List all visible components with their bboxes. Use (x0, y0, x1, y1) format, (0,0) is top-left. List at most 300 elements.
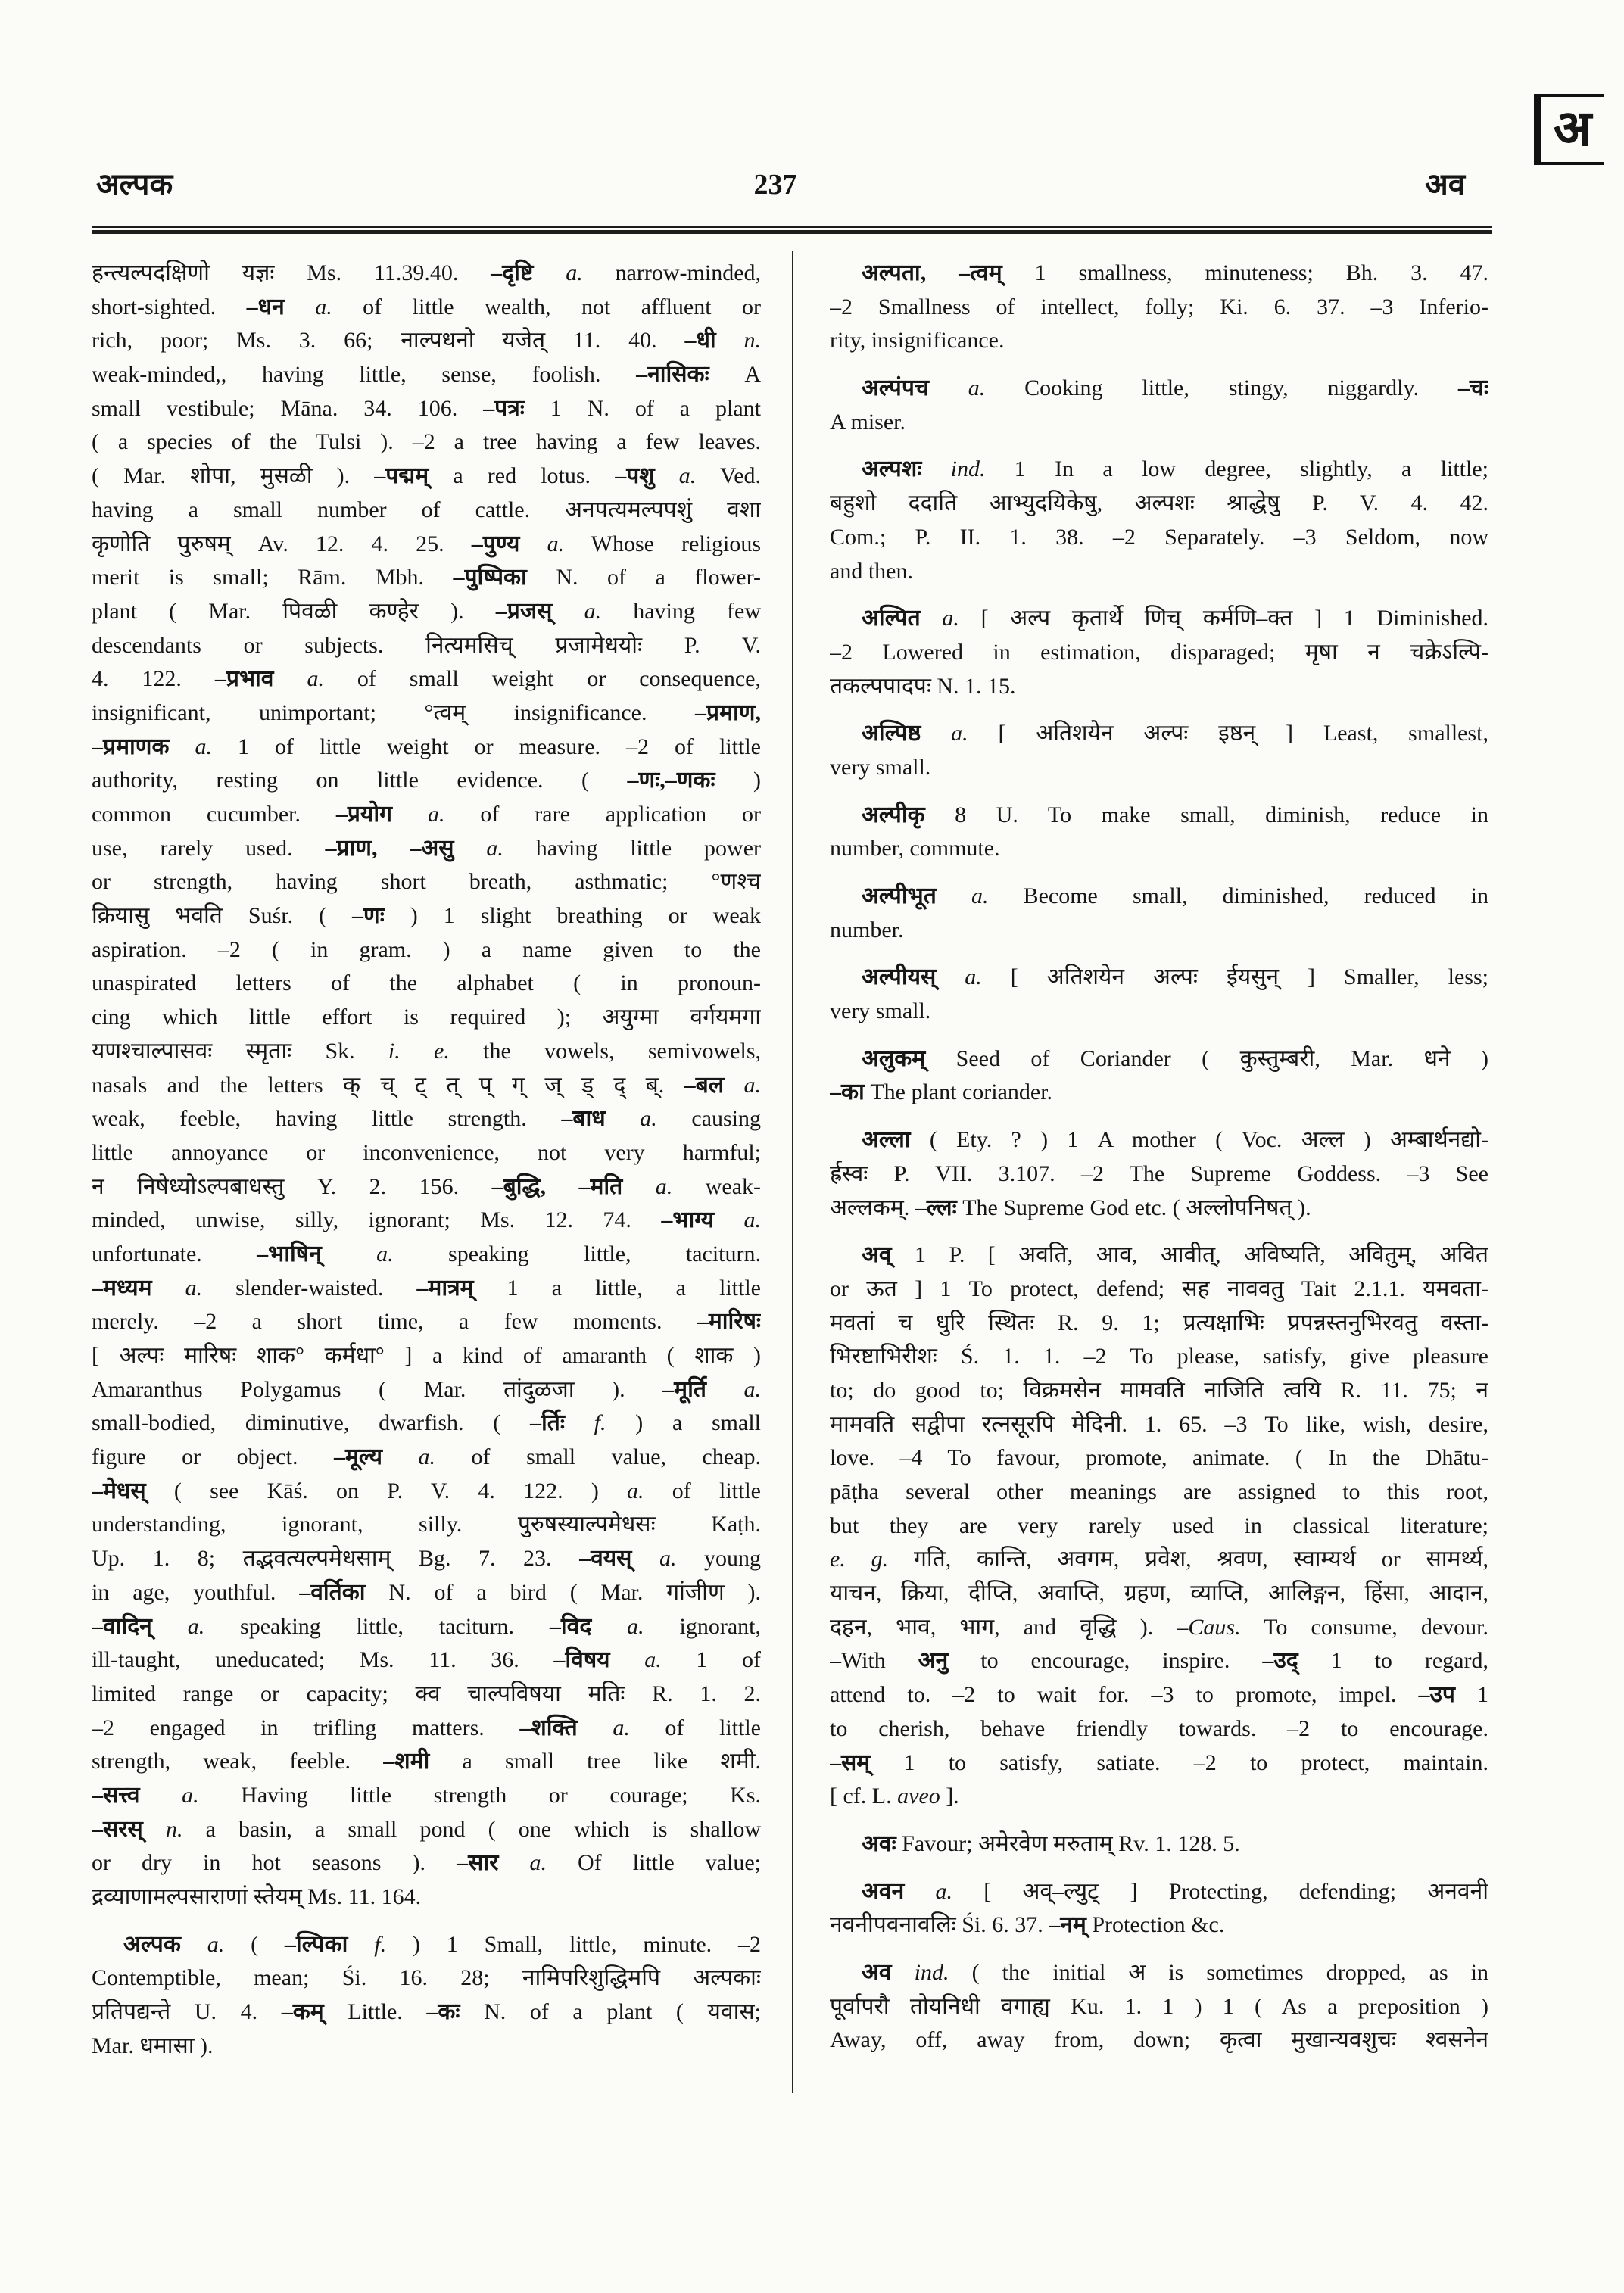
text-run: [ अल्प कृतार्थे णिच् कर्मणि–क्त ] 1 Diminished. (959, 606, 1488, 631)
text-run: nasals and the letters क् च् ट् त् प् ग् ज् ड् द् ब्. (92, 1072, 684, 1098)
text-line (92, 392, 761, 426)
text-run: a basin, a small pond ( one which is shallow (182, 1816, 761, 1842)
headword: –धन (246, 294, 285, 319)
grammar-abbreviation: e. g. (830, 1547, 889, 1572)
text-run: Cooking little, stingy, niggardly. (985, 375, 1458, 401)
text-run: to; do good to; विक्रमसेन मामवति नाजिति त्वयि R. 11. 75; न (830, 1377, 1488, 1403)
text-run (716, 328, 744, 353)
text-line (830, 1577, 1488, 1611)
grammar-abbreviation: a. (207, 1931, 225, 1957)
text-run: Seed of Coriander ( कुस्तुम्बरी, Mar. धने ) (925, 1045, 1488, 1071)
headword: –पत्रः (483, 395, 525, 421)
text-line (830, 372, 1488, 406)
text-run: merely. –2 a short time, a few moments. (92, 1309, 697, 1335)
text-run: Of little value; (546, 1850, 761, 1876)
headword: –शमी (383, 1749, 430, 1774)
header-rule (92, 226, 1492, 234)
text-run: 1 of (661, 1647, 761, 1673)
text-run (565, 1410, 594, 1435)
text-run: द्रव्याणामल्पसाराणां स्तेयम् Ms. 11. 164. (92, 1884, 422, 1909)
text-line (92, 967, 761, 1001)
headword: अल्पीकृ (862, 802, 925, 827)
thumb-index-tab: अ (1534, 94, 1604, 165)
text-line (830, 324, 1488, 358)
text-run (498, 1850, 529, 1875)
text-run: नवनीपवनावलिः Śi. 6. 37. (830, 1912, 1049, 1938)
text-run: [ अतिशयेन अल्पः ईयसुन् ] Smaller, less; (981, 964, 1488, 990)
headword: –कः (426, 1999, 460, 2025)
text-run: मामवति सद्वीपा रत्नसूरपि मेदिनी. 1. 65. –3 To like, wish, desire, (830, 1411, 1488, 1437)
text-run: pāṭha several other meanings are assigned to this root, (830, 1479, 1488, 1504)
headword: –णः,–णकः (627, 768, 715, 793)
grammar-abbreviation: a. (968, 375, 986, 401)
grammar-abbreviation: f. (594, 1410, 606, 1436)
text-run (610, 1647, 645, 1672)
text-run: 8 U. To make small, diminish, reduce in (924, 802, 1488, 827)
text-run: descendants or subjects. नित्यमसिच् प्रजामेधयोः P. V. (92, 632, 761, 658)
headword: –वयस् (579, 1546, 632, 1572)
text-run: क्रियासु भवति Suśr. ( (92, 903, 353, 929)
text-run: and then. (830, 558, 913, 584)
text-run: plant ( Mar. पिवळी कण्हेर ). (92, 598, 496, 624)
text-line (92, 1407, 761, 1441)
text-run: Favour; अमेरवेण मरुताम् Rv. 1. 128. 5. (896, 1830, 1240, 1856)
text-line (92, 425, 761, 460)
text-run: a small tree like शमी. (429, 1749, 761, 1774)
dictionary-entry (830, 602, 1488, 703)
text-line (830, 1908, 1488, 1943)
text-line (830, 1441, 1488, 1475)
text-run: याचन, क्रिया, दीप्ति, अवाप्ति, ग्रहण, व्याप्ति, आलिङ्गन, हिंसा, आदान, (830, 1581, 1488, 1606)
text-line (830, 1644, 1488, 1678)
grammar-abbreviation: ind. (914, 1959, 949, 1985)
text-run: Contemptible, mean; Śi. 16. 28; नामिपरिशुद्धिमपि अल्पकाः (92, 1965, 761, 1991)
headword: अल्पीयस् (862, 964, 937, 990)
text-run: rity, insignificance. (830, 328, 1005, 354)
text-line (92, 1995, 761, 2030)
text-run: weak, feeble, having little strength. (92, 1106, 562, 1132)
text-run (714, 1207, 743, 1232)
headword: अल्पक (123, 1931, 181, 1957)
text-line (92, 1542, 761, 1576)
text-run (655, 463, 679, 488)
text-line (92, 1712, 761, 1746)
text-run: यणश्चाल्पासवः स्मृताः Sk. (92, 1038, 388, 1064)
text-run: little annoyance or inconvenience, not very harmful; (92, 1139, 761, 1165)
text-run: N. of a flower- (526, 565, 761, 590)
grammar-abbreviation: a. (315, 294, 332, 319)
grammar-abbreviation: a. (743, 1207, 761, 1233)
text-run: ignorant, (644, 1613, 761, 1639)
text-run: of little (644, 1478, 761, 1503)
text-run (382, 1444, 419, 1469)
text-line (830, 1875, 1488, 1909)
text-line (92, 1069, 761, 1103)
text-run: ( (224, 1931, 285, 1957)
text-run: very small. (830, 999, 931, 1024)
headword: –पुण्य (471, 531, 520, 556)
text-run (929, 375, 968, 400)
text-run (578, 1715, 613, 1740)
text-run: common cucumber. (92, 802, 336, 827)
text-run (152, 1614, 188, 1639)
text-run (904, 1879, 935, 1904)
text-run: small-bodied, diminutive, dwarfish. ( (92, 1410, 530, 1436)
text-run (143, 1817, 166, 1842)
headword: –पुष्पिका (453, 565, 527, 590)
text-run: figure or object. (92, 1444, 334, 1470)
text-run: insignificant, unimportant; °त्वम् insignificance. (92, 699, 696, 725)
text-line (830, 1157, 1488, 1192)
text-run: in age, youthful. (92, 1579, 300, 1605)
grammar-abbreviation: a. (640, 1106, 657, 1132)
headword: अल्पंपच (862, 375, 929, 401)
text-run (937, 883, 971, 908)
text-line (92, 494, 761, 528)
text-line (92, 1373, 761, 1407)
dictionary-entry (92, 257, 761, 1914)
text-run: [ अतिशयेन अल्पः इष्ठन् ] Least, smallest, (968, 721, 1488, 746)
headword: –का (830, 1080, 865, 1105)
grammar-abbreviation: a. (935, 1878, 952, 1904)
text-run (706, 1377, 744, 1402)
page-number: 237 (753, 169, 797, 201)
text-run (454, 836, 487, 861)
headword: अल्ला (862, 1127, 911, 1153)
text-line (92, 1610, 761, 1644)
text-line (830, 521, 1488, 555)
text-run: the vowels, semivowels, (449, 1038, 761, 1064)
dictionary-entry (830, 799, 1488, 866)
text-line (92, 1136, 761, 1170)
grammar-abbreviation: a. (529, 1850, 547, 1876)
text-run: Away, off, away from, down; कृत्वा मुखान्यवशुचः श्वसनेन (830, 2027, 1488, 2053)
text-run: of little (629, 1715, 761, 1740)
grammar-abbreviation: a. (613, 1715, 630, 1740)
text-line (92, 1880, 761, 1914)
headword: –बाध (561, 1106, 606, 1132)
text-line (830, 717, 1488, 751)
text-line (92, 1928, 761, 1962)
text-run: to encourage, inspire. (948, 1648, 1263, 1674)
text-line (92, 629, 761, 663)
headword: अनु (918, 1648, 949, 1674)
text-run: understanding, ignorant, silly. पुरुषस्याल्पमेधसः Kaṭh. (92, 1512, 761, 1537)
text-run (724, 1073, 743, 1098)
text-run: slender-waisted. (202, 1275, 417, 1301)
grammar-abbreviation: a. (307, 666, 324, 692)
headword: –मध्यम (92, 1275, 152, 1301)
dictionary-entry (92, 1928, 761, 2064)
text-run: ) a small (606, 1410, 761, 1436)
text-run: प्रतिपद्यन्ते U. 4. (92, 1999, 282, 2025)
headword: –वादिन् (92, 1613, 152, 1639)
text-line (830, 555, 1488, 589)
headword: –मारिषः (697, 1309, 761, 1335)
text-run: 1 P. [ अवति, आव, आवीत्, अविष्यति, अवितुम्, अवित (891, 1242, 1488, 1268)
text-run: पूर्वापरौ तोयनिधी वगाह्य Ku. 1. 1 ) 1 ( As a preposition ) (830, 1993, 1488, 2019)
text-run (921, 721, 951, 746)
text-run: of small weight or consequence, (323, 666, 761, 692)
headword: –सत्त्व (92, 1782, 140, 1808)
text-run: minded, unwise, silly, ignorant; Ms. 12. 74. (92, 1207, 662, 1233)
text-line (92, 324, 761, 358)
text-run (285, 294, 315, 319)
text-run: small vestibule; Māna. 34. 106. (92, 395, 484, 421)
text-line (830, 636, 1488, 670)
headword: –मात्रम् (416, 1275, 474, 1301)
text-run: A miser. (830, 409, 906, 435)
text-line (92, 1305, 761, 1339)
grammar-abbreviation: a. (655, 1173, 673, 1199)
text-run: ( Ety. ? ) 1 A mother ( Voc. अल्ल ) अम्बार्थनद्यो- (910, 1127, 1488, 1153)
text-line (830, 1192, 1488, 1226)
grammar-abbreviation: a. (566, 260, 583, 285)
text-run: merit is small; Rām. Mbh. (92, 565, 454, 590)
text-line (830, 961, 1488, 995)
grammar-abbreviation: ind. (950, 456, 986, 482)
dictionary-entry (830, 1042, 1488, 1110)
text-run: ]. (940, 1784, 959, 1809)
dictionary-entry (830, 1875, 1488, 1943)
headword: –पशु (615, 463, 655, 489)
text-line (92, 1170, 761, 1204)
text-line (92, 1204, 761, 1238)
text-run (622, 1174, 655, 1199)
text-line (92, 1576, 761, 1610)
headword: –बुद्धि, –मति (491, 1173, 623, 1199)
headword: –पद्मम् (374, 463, 429, 489)
text-run: Mar. धमासा ). (92, 2033, 214, 2058)
dictionary-entry (830, 1123, 1488, 1225)
text-line (830, 1408, 1488, 1442)
headword: –प्राण, –असु (325, 835, 454, 861)
text-line (830, 1746, 1488, 1781)
text-run: [ अव्–ल्युट् ] Protecting, defending; अनवनी (952, 1878, 1488, 1904)
text-line (92, 1779, 761, 1813)
text-line (92, 2030, 761, 2064)
grammar-abbreviation: a. (942, 606, 959, 631)
headword: –वर्तिका (299, 1579, 366, 1605)
left-column (92, 257, 761, 2063)
text-run: number, commute. (830, 836, 1000, 861)
text-run: Become small, diminished, reduced in (988, 883, 1488, 908)
text-run: causing (656, 1106, 761, 1132)
text-line (830, 1475, 1488, 1509)
text-line (830, 291, 1488, 325)
text-run: having a small number of cattle. अनपत्यमल्पपशुं वशा (92, 497, 761, 522)
text-run: or ऊत ] 1 To protect, defend; सह नाववतु Tait 2.1.1. यमवता- (830, 1276, 1488, 1301)
text-run (936, 964, 965, 989)
text-run: Having little strength or courage; Ks. (198, 1782, 761, 1808)
grammar-abbreviation: a. (584, 598, 602, 624)
text-line (830, 406, 1488, 440)
dictionary-entry (830, 372, 1488, 439)
dictionary-entry (830, 1238, 1488, 1814)
text-line (92, 1102, 761, 1136)
grammar-abbreviation: a. (743, 1376, 761, 1402)
grammar-abbreviation: i. e. (388, 1038, 450, 1064)
headword: अल्पित (862, 606, 921, 631)
text-line (830, 1509, 1488, 1544)
dictionary-entry (830, 257, 1488, 358)
text-line (92, 1339, 761, 1373)
dictionary-entry (830, 453, 1488, 588)
text-run: Ved. (696, 463, 761, 489)
grammar-abbreviation: a. (547, 531, 565, 556)
text-line (92, 291, 761, 325)
text-line (830, 1042, 1488, 1076)
text-run: N. of a plant ( यवास; (460, 1999, 761, 2025)
headword: –बल (684, 1072, 725, 1098)
headword: अव (862, 1959, 892, 1985)
headword: –कम् (281, 1999, 324, 2025)
text-run: speaking little, taciturn. (204, 1613, 550, 1639)
text-line (830, 1543, 1488, 1577)
text-run: short-sighted. (92, 294, 247, 319)
headword: –भाषिन् (257, 1241, 322, 1266)
text-run: 4. 122. (92, 666, 215, 692)
text-run: –With (830, 1648, 918, 1674)
text-run: or strength, having short breath, asthmatic; °णश्च (92, 869, 761, 895)
text-run: weak- (672, 1173, 761, 1199)
text-line (92, 1272, 761, 1306)
text-line (830, 602, 1488, 636)
text-line (830, 995, 1488, 1029)
grammar-abbreviation: a. (659, 1546, 677, 1572)
headword: –भाग्य (661, 1207, 715, 1233)
text-line (830, 670, 1488, 704)
text-run: narrow-minded, (582, 260, 761, 285)
headword: अल्पशः (862, 456, 922, 482)
text-run: weak-minded,, having little, sense, foolish. (92, 362, 637, 388)
text-line (92, 257, 761, 291)
text-run: unaspirated letters of the alphabet ( in pronoun- (92, 970, 761, 996)
text-run: 1 to regard, (1298, 1648, 1488, 1674)
headword: अवः (862, 1830, 896, 1856)
text-line (830, 751, 1488, 785)
text-line (92, 460, 761, 494)
text-run: having few (601, 598, 761, 624)
text-run (533, 260, 566, 285)
text-run: young (676, 1546, 761, 1572)
headword: –मेधस् (92, 1478, 146, 1503)
grammar-abbreviation: a. (678, 463, 697, 489)
text-line (830, 1712, 1488, 1746)
text-line (92, 662, 761, 696)
text-run: rich, poor; Ms. 3. 66; नाल्पधनो यजेत् 11. 40. (92, 328, 685, 354)
text-run (631, 1546, 659, 1571)
grammar-abbreviation: a. (427, 802, 445, 827)
text-run: of little wealth, not affluent or (332, 294, 761, 319)
text-run: –2 Smallness of intellect, folly; Ki. 6. 37. –3 Inferio- (830, 294, 1488, 319)
text-line (92, 528, 761, 562)
grammar-abbreviation: f. (374, 1931, 387, 1957)
text-run: The Supreme God etc. ( अल्लोपनिषत् ). (956, 1195, 1311, 1220)
text-line (92, 1238, 761, 1272)
text-run: [ अल्पः मारिषः शाक° कर्मधा° ] a kind of amaranth ( शाक ) (92, 1343, 761, 1368)
text-line (92, 1508, 761, 1542)
text-run (170, 734, 195, 759)
text-line (830, 1678, 1488, 1712)
left-guide-word: अल्पक (96, 167, 173, 201)
text-line (830, 1307, 1488, 1341)
text-run: मवतां च धुरि स्थितः R. 9. 1; प्रत्यक्षाभिः प्रपन्नस्तनुभिरवतु वस्ता- (830, 1310, 1488, 1335)
text-run: बहुशो ददाति आभ्युदयिकेषु, अल्पशः श्राद्धेषु P. V. 4. 42. (830, 491, 1488, 516)
text-run (348, 1932, 374, 1957)
text-run: number. (830, 917, 904, 942)
text-line (92, 1961, 761, 1995)
grammar-abbreviation: a. (951, 721, 968, 746)
text-run: गति, कान्ति, अवगम, प्रवेश, श्रवण, स्वाम्यर्थ or सामर्थ्य, (888, 1547, 1488, 1572)
headword: –विषय (553, 1647, 610, 1673)
dictionary-entry (830, 717, 1488, 784)
text-run: aspiration. –2 ( in gram. ) a name given to the (92, 936, 761, 962)
text-run (152, 1276, 185, 1301)
text-run: ( the initial अ is sometimes dropped, as in (949, 1959, 1488, 1985)
text-run: of rare application or (444, 802, 761, 827)
text-line (830, 1780, 1488, 1814)
headword: अवन (862, 1878, 905, 1904)
headword: –विद (549, 1613, 592, 1639)
text-run: अल्लकम्. (830, 1195, 915, 1220)
grammar-abbreviation: a. (627, 1613, 644, 1639)
text-run: very small. (830, 754, 931, 780)
text-run: N. of a bird ( Mar. गांजीण ). (365, 1579, 761, 1605)
text-line (92, 1441, 761, 1475)
headword: –नासिकः (636, 362, 709, 388)
grammar-abbreviation: a. (376, 1241, 394, 1266)
headword: –उप (1418, 1682, 1455, 1708)
text-run: Little. (323, 1999, 427, 2025)
grammar-abbreviation: n. (165, 1816, 183, 1842)
text-run: 1 to satisfy, satiate. –2 to protect, maintain. (870, 1749, 1488, 1775)
text-run: ill-taught, uneducated; Ms. 11. 36. (92, 1647, 554, 1673)
headword: –ल्पिका (284, 1931, 348, 1957)
text-run: Protection &c. (1086, 1912, 1225, 1938)
text-run: Whose religious (564, 531, 761, 556)
text-line (92, 1813, 761, 1847)
text-line (92, 798, 761, 832)
text-run: to cherish, behave friendly towards. –2 to encourage. (830, 1715, 1488, 1741)
text-line (92, 696, 761, 731)
headword: अव् (862, 1242, 892, 1268)
text-run: 1 N. of a plant (524, 395, 761, 421)
text-line (830, 453, 1488, 487)
text-run: ) 1 Small, little, minute. –2 (386, 1931, 761, 1957)
text-line (92, 1846, 761, 1880)
headword: –मूर्ति (662, 1376, 706, 1402)
text-run: –2 engaged in trifling matters. (92, 1715, 520, 1740)
text-line (92, 1678, 761, 1712)
text-run (140, 1783, 182, 1808)
text-run: limited range or capacity; क्व चाल्पविषया मतिः R. 1. 2. (92, 1681, 761, 1706)
text-line (830, 1340, 1488, 1374)
text-run: न निषेध्योऽल्पबाधस्तु Y. 2. 156. (92, 1173, 492, 1199)
text-line (92, 865, 761, 899)
text-line (92, 1035, 761, 1069)
text-run (591, 1614, 627, 1639)
headword: –सम् (830, 1749, 871, 1775)
text-run: ( a species of the Tulsi ). –2 a tree having a few leaves. (92, 429, 761, 455)
text-run: The plant coriander. (864, 1080, 1053, 1105)
text-run: a red lotus. (429, 463, 616, 489)
text-run: ( Mar. शोपा, मुसळी ). (92, 463, 375, 489)
text-line (92, 764, 761, 798)
headword: –प्रमाण, (695, 699, 761, 725)
grammar-abbreviation: –Caus. (1177, 1614, 1241, 1640)
text-run (392, 802, 428, 827)
